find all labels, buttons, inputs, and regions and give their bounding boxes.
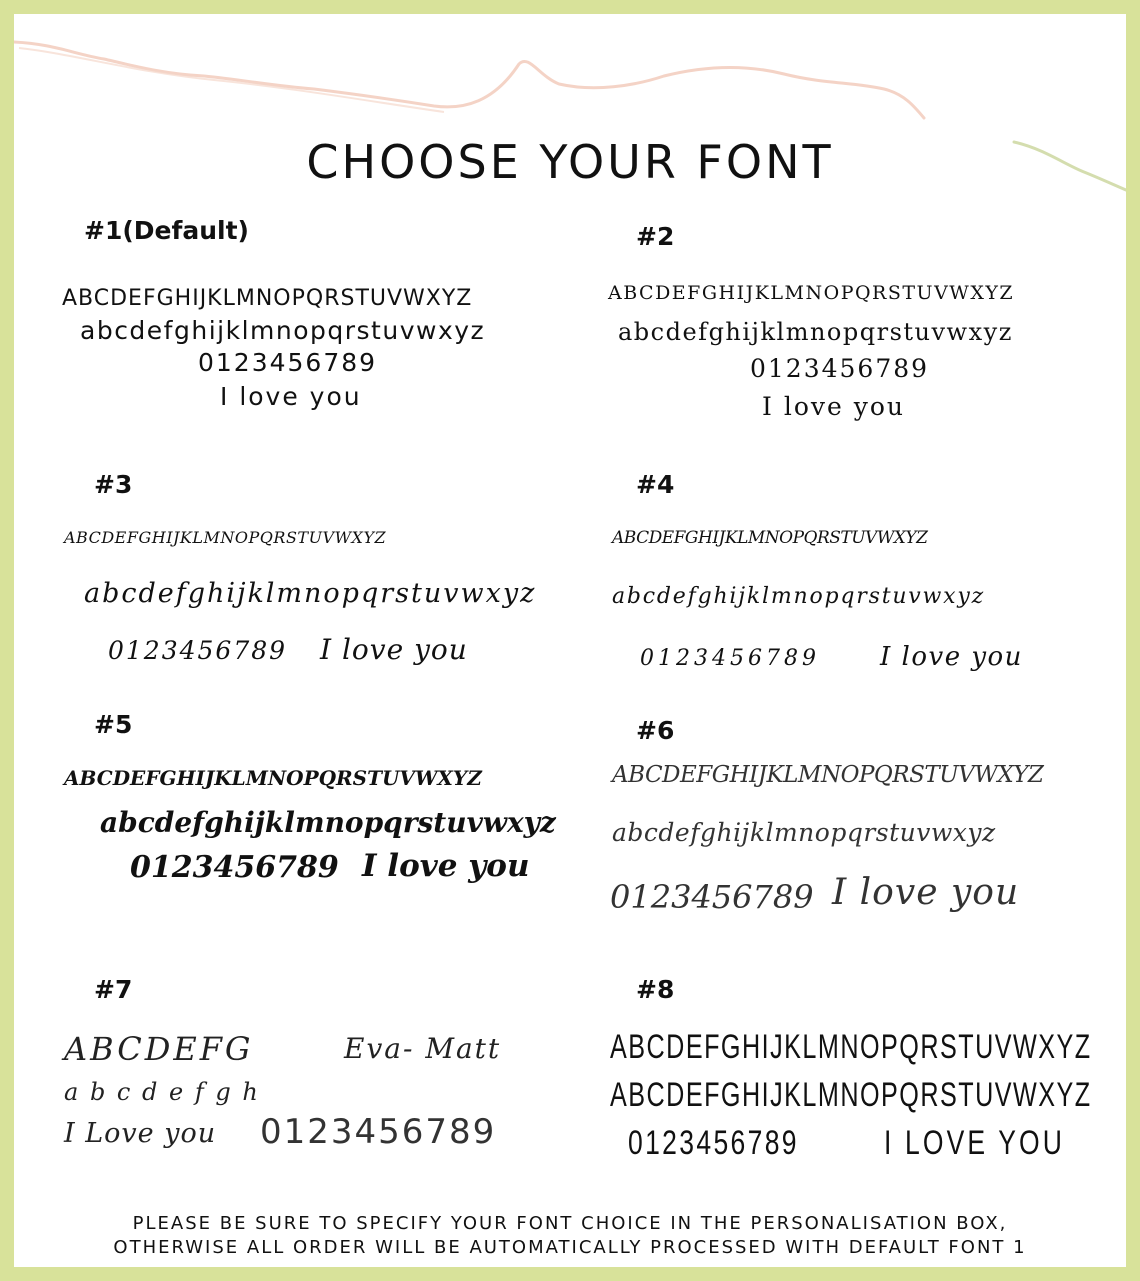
font-sample-digits: 0123456789	[260, 1112, 497, 1152]
font-sample-lowercase: a b c d e f g h	[64, 1078, 260, 1106]
font-sample-uppercase: ABCDEFGHIJKLMNOPQRSTUVWXYZ	[608, 282, 1015, 304]
font-sample-uppercase: ABCDEFGHIJKLMNOPQRSTUVWXYZ	[64, 766, 482, 790]
font-sample-lowercase: abcdefghijklmnopqrstuvwxyz	[80, 316, 486, 345]
font-sample-names: Eva- Matt	[344, 1032, 502, 1065]
font-label: #5	[94, 710, 133, 739]
font-sample-phrase: I love you	[832, 872, 1020, 913]
font-label: #6	[636, 716, 675, 745]
font-sample-uppercase: ABCDEFGHIJKLMNOPQRSTUVWXYZ	[64, 528, 387, 547]
font-sample-lowercase: abcdefghijklmnopqrstuvwxyz	[84, 578, 537, 609]
font-sample-digits: 0123456789	[628, 1124, 799, 1162]
font-sample-uppercase: ABCDEFGHIJKLMNOPQRSTUVWXYZ	[62, 286, 473, 311]
footer-note-line-1: PLEASE BE SURE TO SPECIFY YOUR FONT CHOICE IN THE PERSONALISATION BOX,	[132, 1213, 1008, 1234]
font-sample-digits: 0123456789	[640, 646, 820, 671]
font-sample-digits: 0123456789	[610, 878, 814, 916]
font-sample-uppercase: ABCDEFGHIJKLMNOPQRSTUVWXYZ	[610, 1028, 1092, 1066]
font-sample-lowercase: abcdefghijklmnopqrstuvwxyz	[612, 818, 996, 847]
font-sample-phrase: I Love you	[64, 1118, 217, 1149]
footer-note-line-2: OTHERWISE ALL ORDER WILL BE AUTOMATICALLY PROCESSED WITH DEFAULT FONT 1	[113, 1237, 1027, 1258]
font-label: #3	[94, 470, 133, 499]
font-label: #1(Default)	[84, 216, 249, 245]
font-sample-phrase: I love you	[320, 633, 468, 666]
font-sample-digits: 0123456789	[130, 850, 339, 885]
font-sample-lowercase: abcdefghijklmnopqrstuvwxyz	[612, 584, 985, 609]
font-sample-digits: 0123456789	[750, 354, 930, 383]
font-sample-phrase: I love you	[880, 642, 1023, 672]
font-sample-phrase: I love you	[362, 848, 530, 884]
font-sample-digits: 0123456789	[108, 636, 288, 665]
font-sample-lowercase: abcdefghijklmnopqrstuvwxyz	[100, 806, 556, 839]
font-sample-phrase: I LOVE YOU	[884, 1124, 1066, 1162]
font-label: #7	[94, 975, 133, 1004]
font-sample-phrase: I love you	[220, 382, 362, 411]
font-sample-lowercase: abcdefghijklmnopqrstuvwxyz	[618, 318, 1013, 346]
font-sample-uppercase: ABCDEFG	[64, 1030, 254, 1068]
font-sample-uppercase: ABCDEFGHIJKLMNOPQRSTUVWXYZ	[612, 762, 1044, 788]
font-label: #2	[636, 222, 675, 251]
font-sample-uppercase: ABCDEFGHIJKLMNOPQRSTUVWXYZ	[612, 528, 928, 548]
font-sample-uppercase-2: ABCDEFGHIJKLMNOPQRSTUVWXYZ	[610, 1076, 1092, 1114]
font-sample-digits: 0123456789	[198, 348, 378, 377]
page-title: CHOOSE YOUR FONT	[306, 135, 834, 189]
font-sample-phrase: I love you	[762, 392, 906, 421]
font-label: #4	[636, 470, 675, 499]
font-label: #8	[636, 975, 675, 1004]
